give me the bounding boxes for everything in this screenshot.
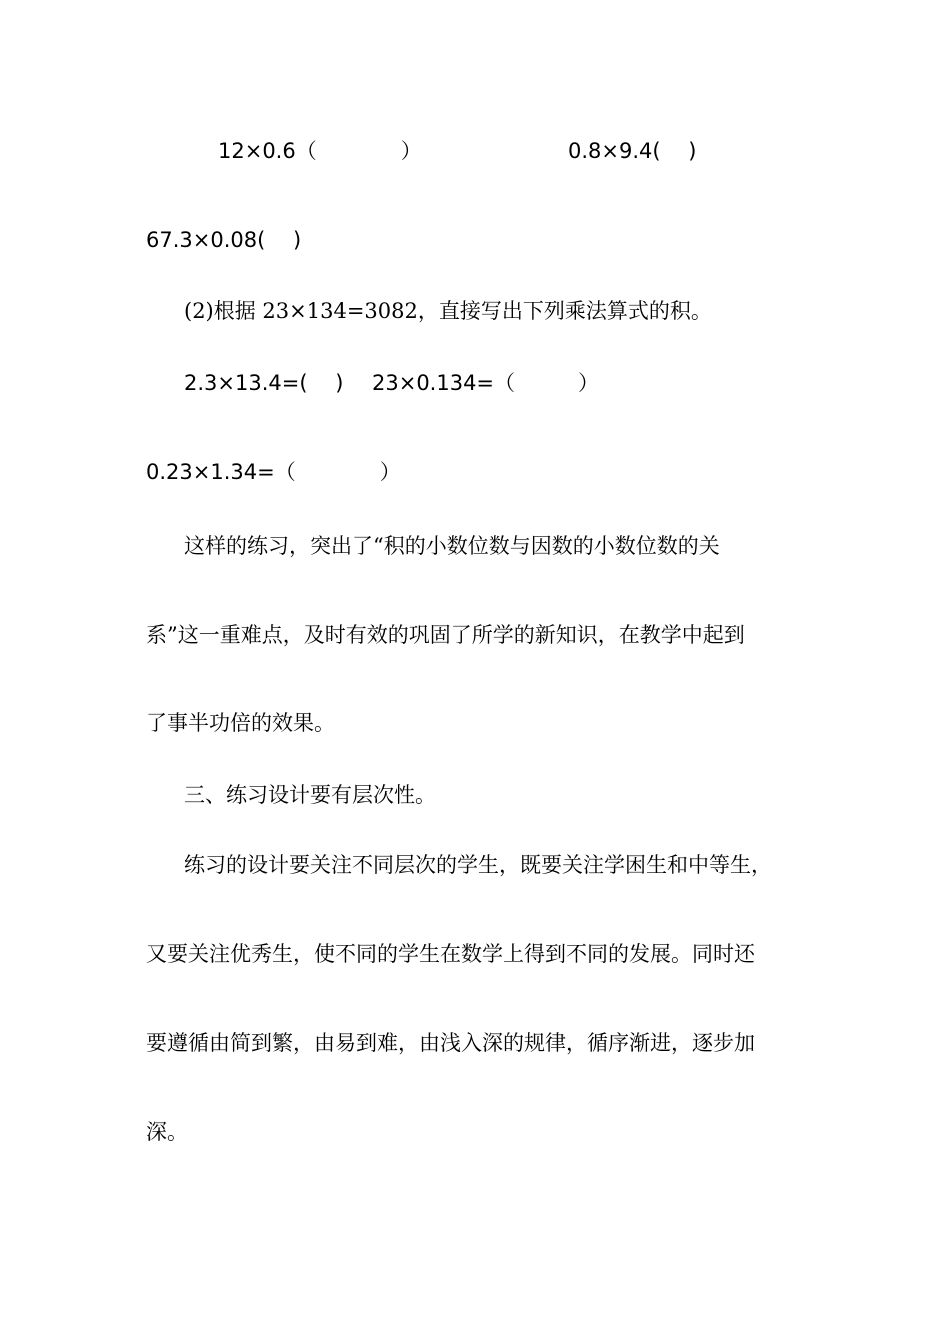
section-3-heading: 三、练习设计要有层次性。 — [184, 783, 436, 807]
exercise-1-item-c: 67.3×0.08( ) — [146, 228, 302, 252]
exercise-2-item-b: 23×0.134=（ ） — [372, 371, 600, 395]
section-3-line-2: 又要关注优秀生，使不同的学生在数学上得到不同的发展。同时还 — [146, 942, 755, 966]
exercise-2-item-a: 2.3×13.4=( ) — [184, 371, 344, 395]
commentary-line-2: 系”这一重难点，及时有效的巩固了所学的新知识，在教学中起到 — [146, 623, 745, 647]
exercise-1-item-b: 0.8×9.4( ) — [568, 139, 697, 163]
section-3-line-4: 深。 — [146, 1120, 188, 1144]
exercise-1-item-a: 12×0.6（ ） — [218, 139, 422, 163]
commentary-line-1: 这样的练习，突出了“积的小数位数与因数的小数位数的关 — [184, 534, 720, 558]
section-3-line-3: 要遵循由简到繁，由易到难，由浅入深的规律，循序渐进，逐步加 — [146, 1031, 755, 1055]
exercise-2-prompt: (2)根据 23×134=3082，直接写出下列乘法算式的积。 — [184, 299, 712, 323]
section-3-line-1: 练习的设计要关注不同层次的学生，既要关注学困生和中等生， — [184, 853, 772, 877]
commentary-line-3: 了事半功倍的效果。 — [146, 711, 335, 735]
exercise-2-item-c: 0.23×1.34=（ ） — [146, 460, 401, 484]
